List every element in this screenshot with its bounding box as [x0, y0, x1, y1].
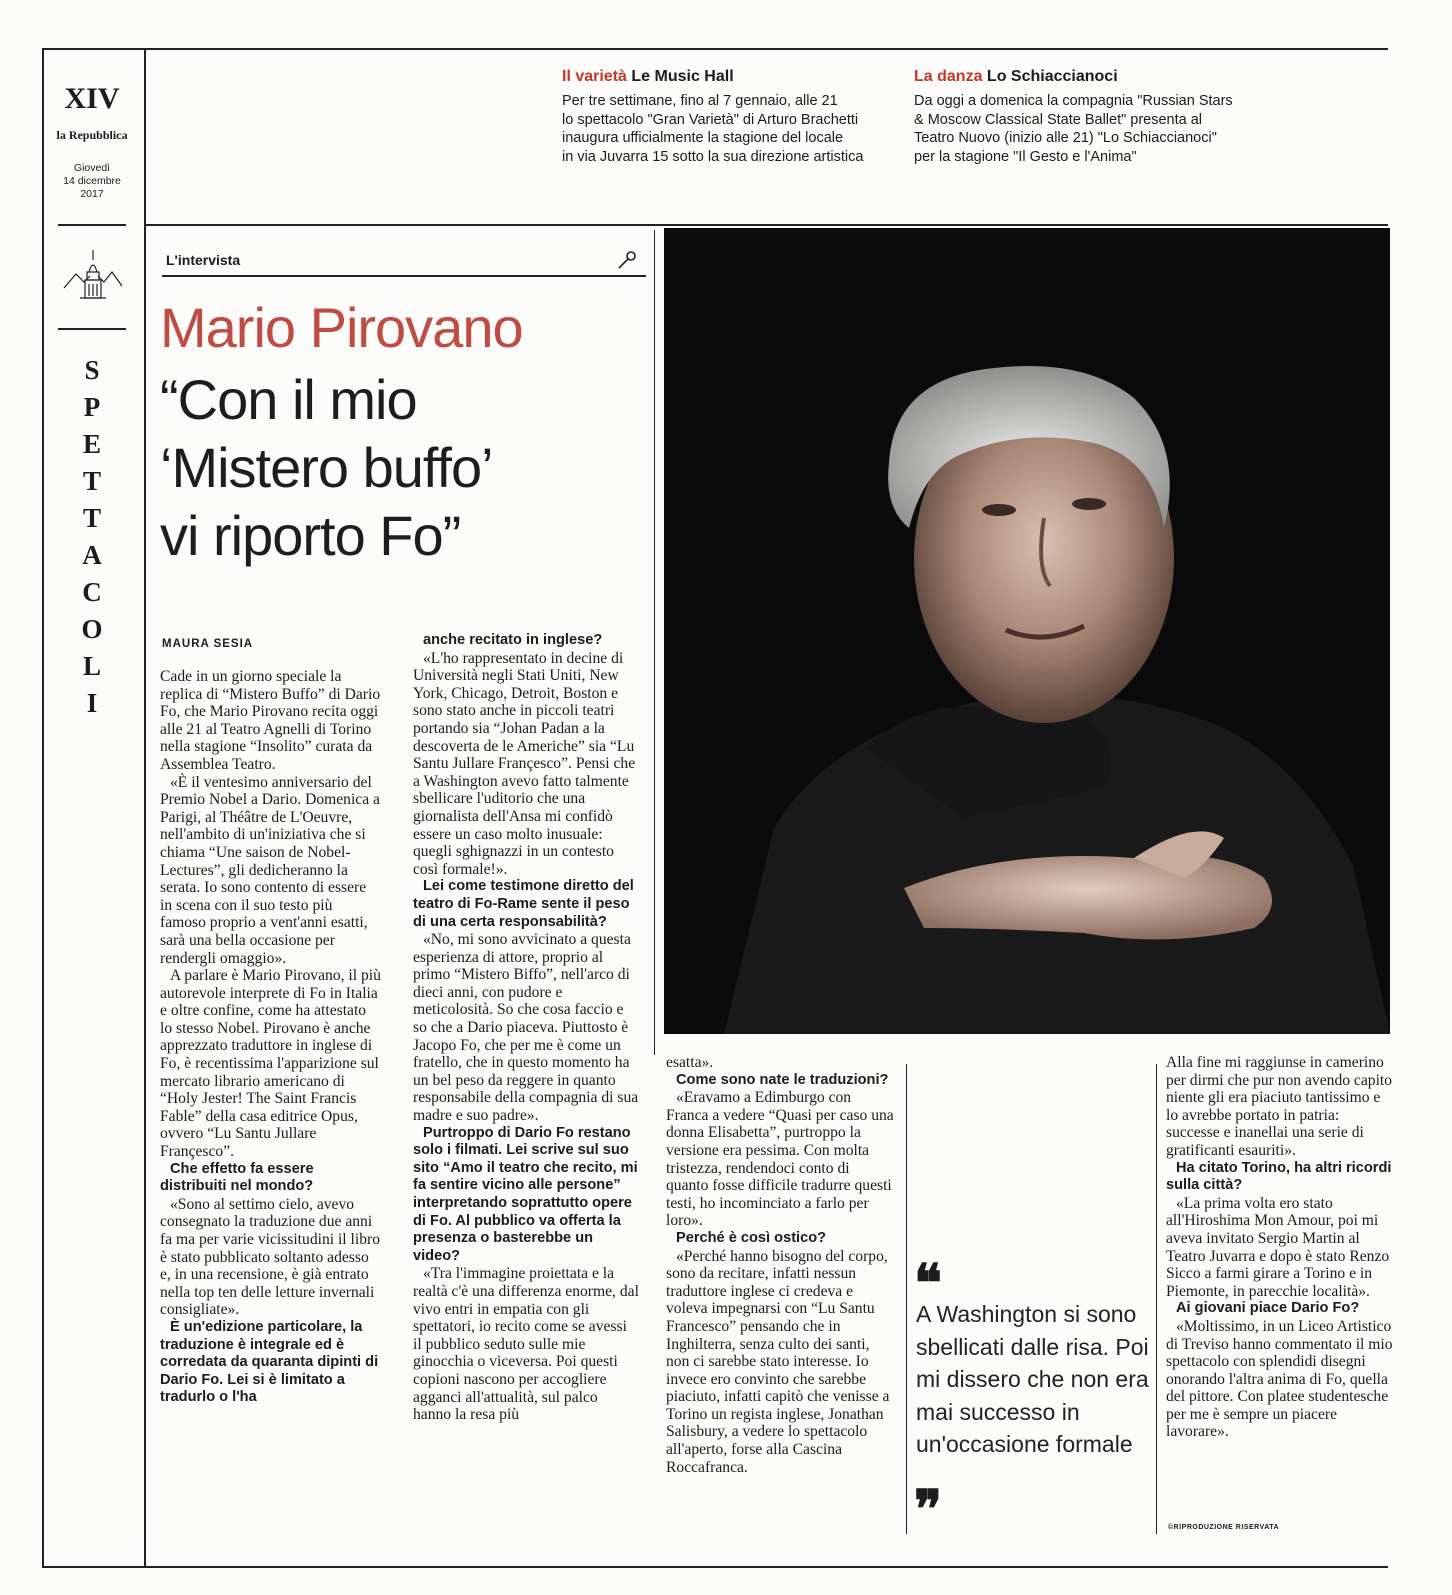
interview-question: Come sono nate le traduzioni?: [676, 1071, 889, 1088]
issue-daymonth: 14 dicembre: [63, 175, 121, 187]
section-letter: A: [82, 540, 102, 570]
interview-question: Ha citato Torino, ha altri ricordi sulla città?: [1166, 1159, 1392, 1194]
article-paragraph: «Eravamo a Edimburgo con Franca a vedere “Quasi per caso una donna Elisabetta”, purtroppo la versione era pessima. Con molta tristezza, rendendoci conto di quanto fosse difficile tradurre questi testi, ho incominciato a farlo per loro».: [666, 1089, 894, 1230]
notices-bottom-rule: [144, 224, 1388, 226]
section-letter: T: [82, 503, 101, 533]
interview-question: anche recitato in inglese?: [423, 632, 603, 648]
notice-line: in via Juvarra 15 sotto la sua direzione artistica: [562, 148, 864, 165]
section-letter: O: [81, 614, 103, 644]
article-paragraph: «Moltissimo, in un Liceo Artistico di Treviso hanno commentato il mio spettacolo con splendidi disegni onorando l'altra anima di Fo, quella del pittore. Con platee studentesche per me è sempre un piacere lavorare».: [1166, 1317, 1393, 1441]
headline-line: “Con il mio: [160, 368, 417, 431]
interview-question: Perché è così ostico?: [676, 1229, 827, 1246]
section-letter: I: [86, 688, 98, 718]
issue-year: 2017: [80, 188, 104, 200]
interview-question: Ai giovani piace Dario Fo?: [1176, 1300, 1360, 1317]
left-rule: [42, 48, 44, 1568]
notice-title: Le Music Hall: [631, 68, 734, 85]
notice-line: per la stagione "Il Gesto e l'Anima": [914, 148, 1137, 165]
headline-quote: [160, 366, 493, 570]
notice-line: Per tre settimane, fino al 7 gennaio, alle 21: [562, 93, 838, 109]
notice-line: lo spettacolo "Gran Varietà" di Arturo Brachetti: [562, 111, 859, 128]
pullquote-right-rule: [1156, 1064, 1157, 1534]
section-letter: P: [83, 392, 101, 422]
headline-line: ‘Mistero buffo’: [160, 436, 493, 499]
section-letter: L: [82, 651, 101, 681]
article-paragraph: «No, mi sono avvicinato a questa esperienza di attore, proprio al primo “Mistero Biffo”, nell'arco di dieci anni, con pudore e meticolosità. So che cosa faccio e so che a Dario piaceva. Piuttosto è Jacopo Fo, che per me è come un fratello, che in questo momento ha un bel peso da reggere in quanto responsabile della compagnia di sua madre e suo padre».: [413, 931, 639, 1125]
section-letter: T: [82, 466, 101, 496]
rail-rule-2: [58, 328, 126, 330]
bottom-rule: [44, 1566, 1388, 1568]
article-paragraph: esatta».: [666, 1054, 714, 1071]
article-column-3: [666, 1054, 894, 1534]
notice-text: [914, 92, 1274, 166]
open-quote-icon: ❝: [914, 1256, 942, 1313]
article-paragraph: «La prima volta ero stato all'Hiroshima Mon Amour, poi mi aveva invitato Sergio Martin al Teatro Juvarra e dopo è stato Renzo Sicco a farmi girare a Torino e in Piemonte, in parecchie località».: [1166, 1194, 1390, 1300]
pullquote-left-rule: [906, 1064, 907, 1534]
section-letter: S: [84, 355, 100, 385]
headline-line: vi riporto Fo”: [160, 504, 461, 567]
microphone-icon: [616, 250, 638, 270]
article-paragraph: «L'ho rappresentato in decine di Università negli Stati Uniti, New York, Chicago, Detroit, Boston e sono stato anche in piccoli teatri portando sia “Johan Padan a la descoverta de le Americhe” sia “Lu Santu Jullare Françesco”. Pensi che a Washington avevo fatto talmente sbellicare l'uditorio che una giornalista dell'Ansa mi confidò essere un caso molto inusuale: quegli sghignazzi in un contesto così formale!».: [413, 649, 636, 878]
rail-rule-1: [58, 224, 126, 226]
notice-headline: [562, 68, 902, 86]
notice-category: La danza: [914, 68, 983, 85]
notice-line: & Moscow Classical State Ballet" presenta al: [914, 111, 1203, 128]
close-quote-icon: ❞: [914, 1482, 942, 1539]
copyright-note: ©RIPRODUZIONE RISERVATA: [1168, 1524, 1280, 1531]
article-paragraph: «Tra l'immagine proiettata e la realtà c'è una differenza enorme, dal vivo entri in empatia con gli spettatori, io recito come se avessi il pubblico seduto sulle mie ginocchia o viceversa. Poi questi copioni nascono per accogliere agganci all'attualità, sul palco hanno la resa più: [413, 1265, 639, 1424]
rail-divider: [144, 48, 146, 224]
section-name-spettacoli: [62, 352, 122, 722]
interview-question: Purtroppo di Dario Fo restano solo i filmati. Lei scrive sul suo sito “Amo il teatro che recito, mi fa sentire vicino alle persone” interpretando soprattutto opere di Fo. Al pubblico va offerta la presenza o basterebbe un video?: [413, 1124, 638, 1264]
article-paragraph: Alla fine mi raggiunse in camerino per dirmi che pur non avendo capito niente gli era piaciuto tantissimo e lo avrebbe portato in patria: successe e inanellai una serie di gratificanti esauriti».: [1166, 1054, 1393, 1159]
top-rule: [42, 48, 1388, 50]
article-column-4: [1166, 1054, 1394, 1496]
notice-text: [562, 92, 902, 166]
mole-antonelliana-icon: [62, 246, 124, 308]
notice-category: Il varietà: [562, 68, 627, 85]
headline-name: Mario Pirovano: [160, 296, 523, 359]
interview-question: Che effetto fa essere distribuiti nel mondo?: [160, 1160, 314, 1195]
article-column-2: [413, 632, 639, 1534]
notice-headline: [914, 68, 1274, 86]
page-number: XIV: [64, 82, 120, 115]
notice-schiaccianoci: [914, 68, 1274, 166]
pullquote: A Washington si sono sbellicati dalle risa. Poi mi dissero che non era mai successo in un'occasione formale: [916, 1301, 1149, 1457]
interview-question: È un'edizione particolare, la traduzione è integrale ed è corredata da quaranta dipinti di Dario Fo. Lei si è limitato a tradurlo o l'ha: [160, 1318, 379, 1406]
article-paragraph: «È il ventesimo anniversario del Premio Nobel a Dario. Domenica a Parigi, al Théâtre de L'Oeuvre, nell'ambito di un'iniziativa che si chiama “Une saison de Nobel-Lectures”, gli dedicheranno la serata. Io sono contento di essere in scena con il suo testo più famoso proprio a vent'anni esatti, sarà una bella occasione per rendergli omaggio».: [160, 773, 380, 967]
portrait-photo: [664, 228, 1390, 1034]
article-kicker: L'intervista: [166, 252, 241, 268]
section-letter: C: [82, 577, 102, 607]
article-column-1: [160, 668, 382, 1534]
publication-name: la Repubblica: [56, 128, 128, 142]
notice-line: inaugura ufficialmente la stagione del locale: [562, 130, 844, 146]
interview-question: Lei come testimone diretto del teatro di Fo-Rame sente il peso di una certa responsabilità?: [413, 878, 634, 930]
article-paragraph: «Sono al settimo cielo, avevo consegnato la traduzione due anni fa ma per varie vicissitudini il libro è stato pubblicato soltanto adesso e, in una recensione, è già entrato nella top ten delle letture invernali consigliate».: [160, 1195, 380, 1319]
title-column-divider: [654, 230, 655, 1055]
kicker-rule: [162, 275, 646, 277]
notice-line: Da oggi a domenica la compagnia "Russian Stars: [914, 93, 1233, 109]
article-paragraph: Cade in un giorno speciale la replica di “Mistero Buffo” di Dario Fo, che Mario Pirovano recita oggi alle 21 al Teatro Agnelli di Torino nella stagione “Insolito” curata da Assemblea Teatro.: [160, 668, 381, 773]
article-paragraph: A parlare è Mario Pirovano, il più autorevole interprete di Fo in Italia e oltre confine, come ha attestato lo stesso Nobel. Pirovano è anche apprezzato traduttore in inglese di Fo, è recentissima l'apparizione sul mercato librario americano di “Holy Jester! The Saint Francis Fable” della casa editrice Opus, ovvero “Lu Santu Jullare Françesco”.: [160, 967, 381, 1161]
portrait-image: [664, 228, 1390, 1034]
article-paragraph: «Perché hanno bisogno del corpo, sono da recitare, infatti nessun traduttore inglese ci credeva e voleva impegnarsi con “Lu Santu Francesco” pensando che in Inghilterra, senza culto dei santi, non ci sarebbe stato interesse. Io invece ero convinto che sarebbe piaciuto, infatti capitò che venisse a Torino un regista inglese, Jonathan Salisbury, a vedere lo spettacolo all'aperto, forse alla Cascina Roccafranca.: [666, 1247, 890, 1476]
issue-day: Giovedì: [73, 162, 111, 174]
notice-music-hall: [562, 68, 902, 166]
rail-divider-lower: [144, 224, 146, 1568]
section-letter: E: [82, 429, 101, 459]
issue-date: [42, 162, 142, 201]
notice-line: Teatro Nuovo (inizio alle 21) "Lo Schiaccianoci": [914, 130, 1217, 146]
notice-title: Lo Schiaccianoci: [986, 68, 1118, 85]
byline: MAURA SESIA: [162, 638, 254, 650]
